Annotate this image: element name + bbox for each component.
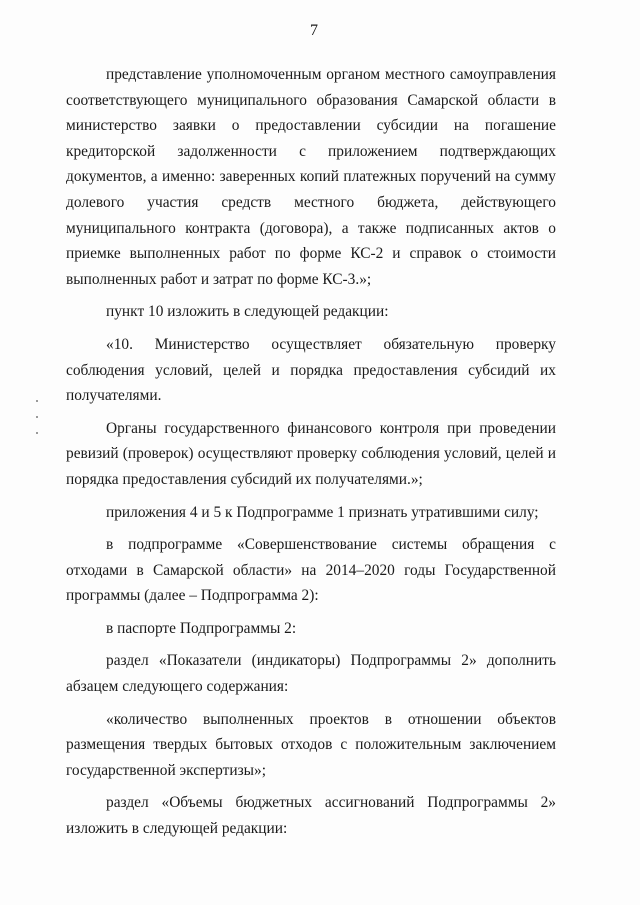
paragraph-item10: «10. Министерство осуществляет обязательную проверку соблюдения условий, целей и порядка предоставления субсидий их получателями. bbox=[66, 335, 556, 405]
binding-dot bbox=[36, 432, 38, 434]
paragraph-item10-intro: пункт 10 изложить в следующей редакции: bbox=[106, 303, 389, 321]
document-body bbox=[66, 62, 556, 849]
paragraph-subprogram-2: в подпрограмме «Совершенствование системы обращения с отходами в Самарской области» на 2014–2020 годы Государственной программы (далее – Подпрограмма 2): bbox=[66, 536, 556, 605]
paragraph-appendices: приложения 4 и 5 к Подпрограмме 1 признать утратившими силу; bbox=[106, 503, 539, 521]
binding-dot bbox=[36, 416, 38, 418]
paragraph-control-bodies: Органы государственного финансового контроля при проведении ревизий (проверок) осуществляют проверку соблюдения условий, целей и порядка предоставления субсидий их получателями.»; bbox=[66, 419, 556, 488]
paragraph-indicator-text: «количество выполненных проектов в отношении объектов размещения твердых бытовых отходов с положительным заключением государственной экспертизы»; bbox=[66, 710, 556, 779]
paragraph-budget-section: раздел «Объемы бюджетных ассигнований Подпрограммы 2» изложить в следующей редакции: bbox=[66, 794, 556, 838]
paragraph-passport: в паспорте Подпрограммы 2: bbox=[106, 619, 297, 637]
paragraph-continuation: представление уполномоченным органом местного самоуправления соответствующего муниципального образования Самарской области в министерство заявки о предоставлении субсидии на погашение кредиторской задолженности с приложением подтверждающих документов, а именно: заверенных копий платежных поручений на сумму долевого участия средств местного бюджета, действующего муниципального контракта (договора), а также подписанных актов о приемке выполненных работ по форме КС-2 и справок о стоимости выполненных работ и затрат по форме КС-3.»; bbox=[66, 66, 556, 288]
binding-dot bbox=[36, 400, 38, 402]
paragraph-indicators: раздел «Показатели (индикаторы) Подпрограммы 2» дополнить абзацем следующего содержания: bbox=[66, 652, 556, 696]
binding-marks bbox=[36, 400, 40, 460]
page-number: 7 bbox=[310, 22, 318, 39]
